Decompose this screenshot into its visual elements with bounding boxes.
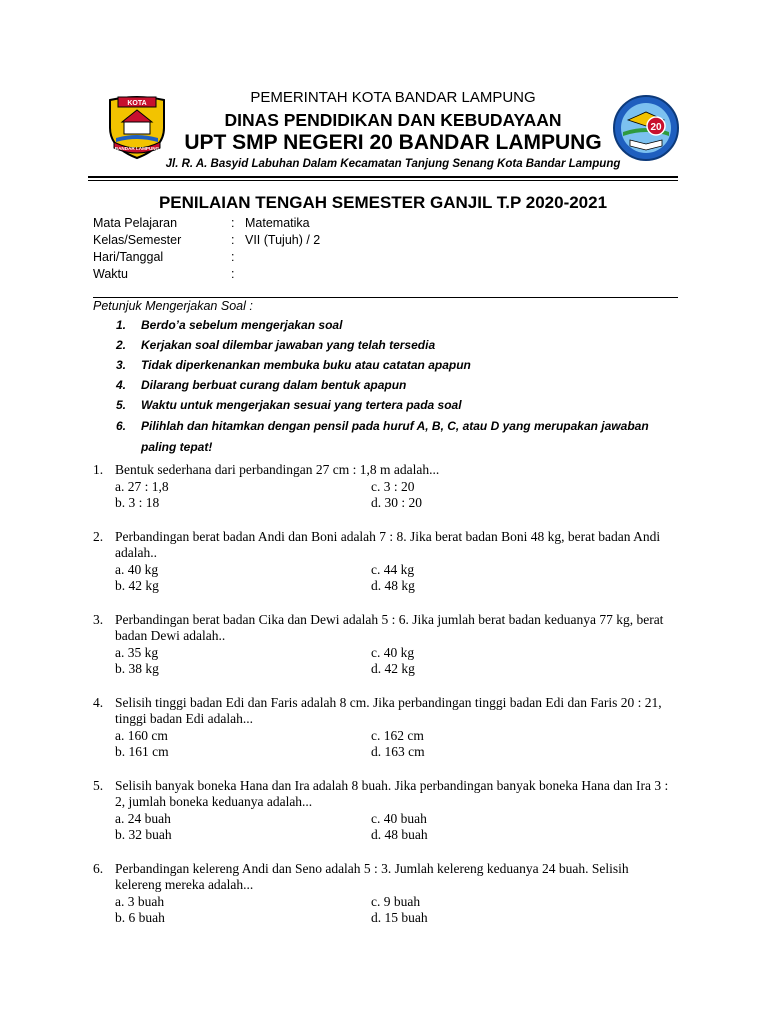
answer-option: d. 48 kg bbox=[371, 578, 415, 593]
info-label: Kelas/Semester bbox=[93, 233, 182, 247]
answer-option: a. 35 kg bbox=[115, 644, 159, 660]
answer-option: d. 30 : 20 bbox=[371, 495, 423, 510]
question bbox=[93, 529, 678, 595]
info-label: Mata Pelajaran bbox=[93, 216, 178, 230]
answer-option: b. 161 cm bbox=[115, 744, 169, 759]
department-name: DINAS PENDIDIKAN DAN KEBUDAYAAN bbox=[224, 110, 562, 130]
question-text: Perbandingan kelereng Andi dan Seno adalah 5 : 3. Jumlah kelereng keduanya 24 buah. Selisih kelereng mereka adalah... bbox=[115, 860, 629, 892]
answer-option: b. 42 kg bbox=[115, 578, 159, 593]
government-name: PEMERINTAH KOTA BANDAR LAMPUNG bbox=[250, 89, 536, 106]
header-divider bbox=[88, 176, 678, 178]
answer-option: d. 42 kg bbox=[371, 661, 415, 676]
info-value: VII (Tujuh) / 2 bbox=[245, 233, 321, 247]
list-item bbox=[116, 416, 676, 458]
item-text: Tidak diperkenankan membuka buku atau catatan apapun bbox=[141, 358, 471, 372]
info-divider bbox=[93, 297, 678, 298]
item-text: Kerjakan soal dilembar jawaban yang telah tersedia bbox=[141, 338, 436, 352]
info-label: Hari/Tanggal bbox=[93, 250, 164, 264]
school-address: Jl. R. A. Basyid Labuhan Dalam Kecamatan Tanjung Senang Kota Bandar Lampung bbox=[165, 158, 621, 170]
question-number: 3. bbox=[93, 611, 104, 627]
item-number: 6. bbox=[116, 419, 127, 433]
answer-option: a. 24 buah bbox=[115, 810, 171, 826]
info-label: Waktu bbox=[93, 267, 128, 281]
list-item bbox=[116, 396, 676, 415]
item-text: Berdo’a sebelum mengerjakan soal bbox=[141, 318, 343, 332]
info-colon: : bbox=[231, 233, 235, 247]
info-value: Matematika bbox=[245, 216, 310, 230]
header-divider-thin bbox=[88, 180, 678, 181]
crest-bottom-text: BANDAR LAMPUNG bbox=[114, 146, 160, 151]
list-item bbox=[116, 316, 676, 335]
answer-option: a. 40 kg bbox=[115, 561, 159, 577]
answer-option: c. 9 buah bbox=[371, 893, 421, 909]
question-text: Selisih tinggi badan Edi dan Faris adalah 8 cm. Jika perbandingan tinggi badan Edi dan Faris 20 : 21, tinggi badan Edi adalah... bbox=[115, 694, 662, 726]
answer-option: b. 38 kg bbox=[115, 661, 159, 676]
list-item bbox=[116, 336, 676, 355]
crest-top-text: KOTA bbox=[127, 100, 147, 107]
item-number: 4. bbox=[116, 378, 127, 392]
question bbox=[93, 861, 678, 927]
answer-option: a. 27 : 1,8 bbox=[115, 478, 169, 494]
answer-option: c. 162 cm bbox=[371, 727, 424, 743]
answer-option: b. 6 buah bbox=[115, 910, 165, 925]
question bbox=[93, 462, 678, 512]
answer-option: c. 3 : 20 bbox=[371, 478, 415, 494]
question-text: Selisih banyak boneka Hana dan Ira adalah 8 buah. Jika perbandingan banyak boneka Hana dan Ira 3 : 2, jumlah boneka keduanya adalah... bbox=[115, 777, 669, 809]
question bbox=[93, 695, 678, 761]
item-text: Waktu untuk mengerjakan sesuai yang tertera pada soal bbox=[141, 398, 462, 412]
instructions-heading: Petunjuk Mengerjakan Soal : bbox=[93, 299, 253, 313]
question-text: Bentuk sederhana dari perbandingan 27 cm : 1,8 m adalah... bbox=[115, 462, 440, 477]
answer-option: a. 160 cm bbox=[115, 727, 168, 743]
item-text: Dilarang berbuat curang dalam bentuk apapun bbox=[141, 378, 407, 392]
question-text: Perbandingan berat badan Cika dan Dewi adalah 5 : 6. Jika jumlah berat badan keduanya 77 kg, berat badan Dewi adalah.. bbox=[115, 611, 664, 643]
city-crest-icon bbox=[104, 94, 170, 160]
info-colon: : bbox=[231, 250, 235, 264]
info-colon: : bbox=[231, 267, 235, 281]
item-number: 1. bbox=[116, 318, 127, 332]
emblem-number: 20 bbox=[650, 122, 662, 133]
item-number: 3. bbox=[116, 358, 127, 372]
question-number: 1. bbox=[93, 462, 104, 477]
question-list bbox=[93, 462, 678, 944]
exam-title: PENILAIAN TENGAH SEMESTER GANJIL T.P 2020-2021 bbox=[158, 193, 608, 212]
info-colon: : bbox=[231, 216, 235, 230]
answer-option: d. 48 buah bbox=[371, 827, 428, 842]
answer-option: d. 15 buah bbox=[371, 910, 428, 925]
question bbox=[93, 778, 678, 844]
answer-option: c. 40 kg bbox=[371, 644, 415, 660]
question-number: 4. bbox=[93, 694, 104, 710]
item-number: 2. bbox=[116, 338, 127, 352]
item-text: Pilihlah dan hitamkan dengan pensil pada huruf A, B, C, atau D yang merupakan jawaban paling tepat! bbox=[141, 419, 649, 454]
school-emblem-icon bbox=[612, 94, 680, 162]
answer-option: b. 3 : 18 bbox=[115, 495, 160, 510]
answer-option: c. 44 kg bbox=[371, 561, 415, 577]
question-number: 6. bbox=[93, 860, 104, 876]
question-number: 2. bbox=[93, 528, 104, 544]
question-number: 5. bbox=[93, 777, 104, 793]
answer-option: b. 32 buah bbox=[115, 827, 172, 842]
instructions-list bbox=[116, 316, 676, 459]
answer-option: c. 40 buah bbox=[371, 810, 427, 826]
answer-option: d. 163 cm bbox=[371, 744, 425, 759]
school-name: UPT SMP NEGERI 20 BANDAR LAMPUNG bbox=[184, 131, 602, 154]
list-item bbox=[116, 356, 676, 375]
question-text: Perbandingan berat badan Andi dan Boni adalah 7 : 8. Jika berat badan Boni 48 kg, berat badan Andi adalah.. bbox=[115, 528, 661, 560]
question bbox=[93, 612, 678, 678]
item-number: 5. bbox=[116, 398, 127, 412]
list-item bbox=[116, 376, 676, 395]
answer-option: a. 3 buah bbox=[115, 893, 165, 909]
